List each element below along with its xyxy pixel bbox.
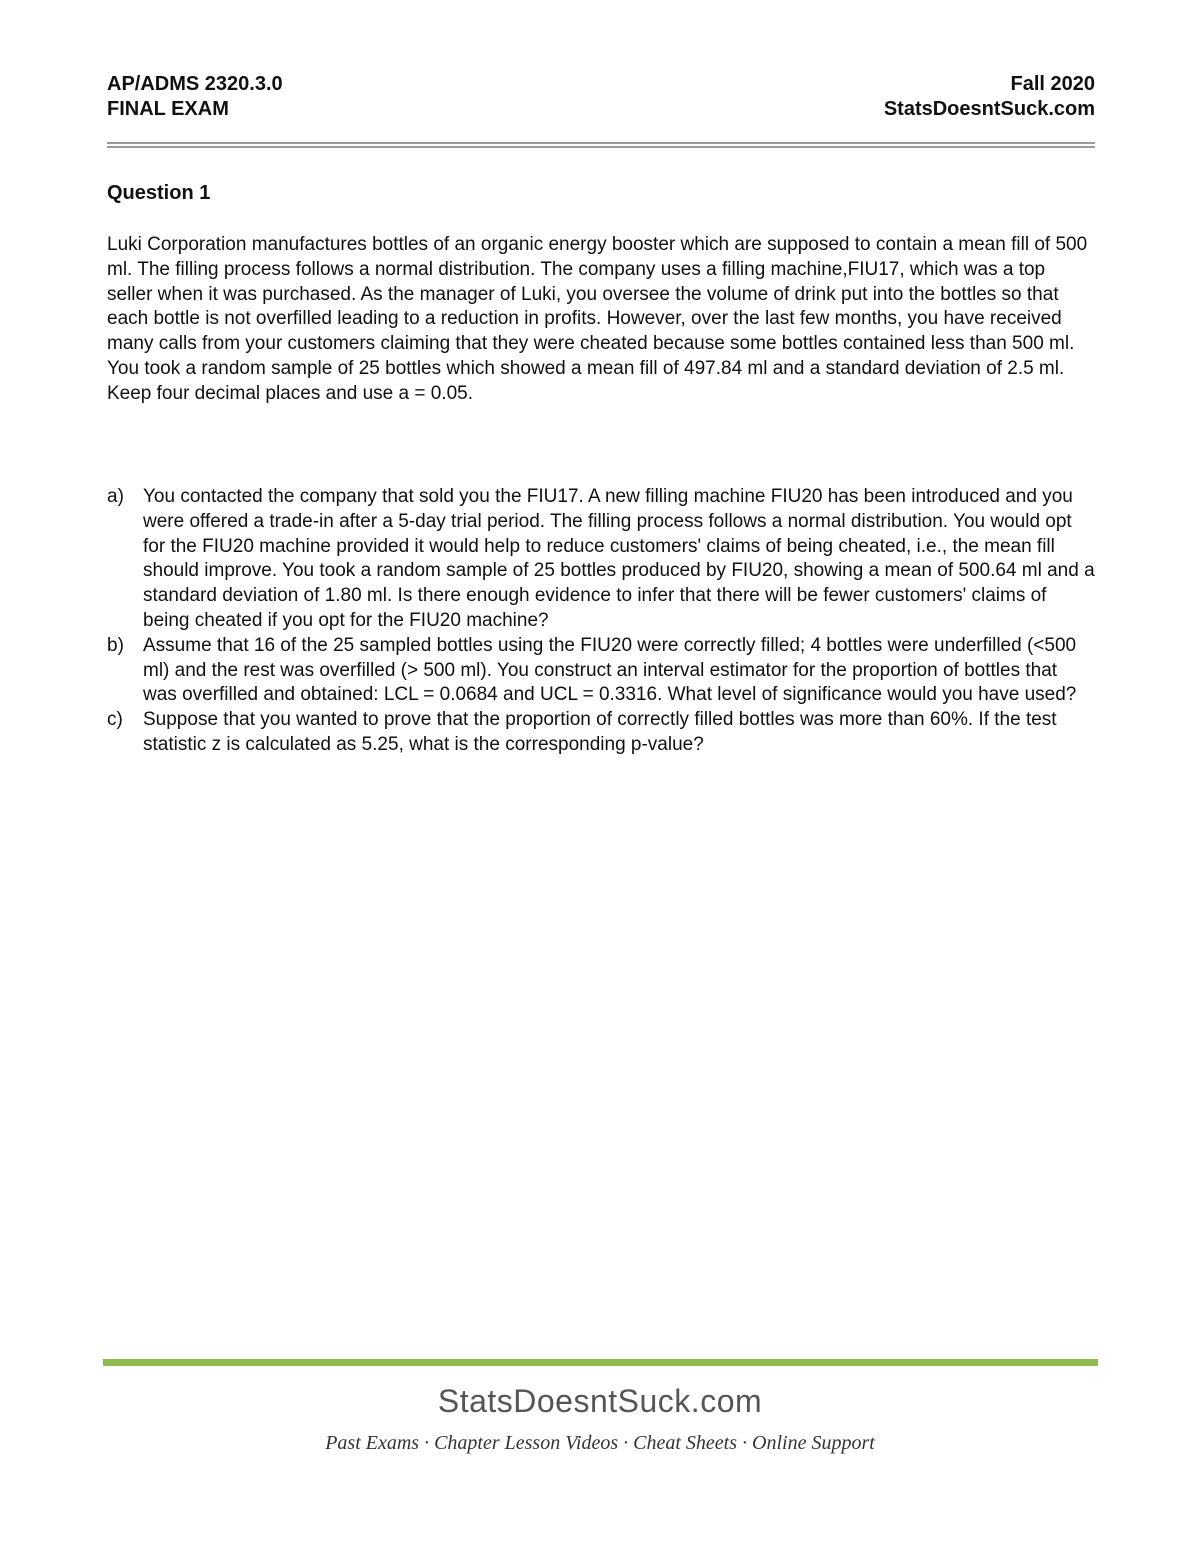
footer-tagline: Past Exams · Chapter Lesson Videos · Cheat Sheets · Online Support	[325, 1432, 875, 1454]
part-marker: b)	[107, 634, 124, 656]
question-title: Question 1	[107, 182, 211, 204]
question-part-c	[107, 708, 1095, 758]
part-text: Assume that 16 of the 25 sampled bottles using the FIU20 were correctly filled; 4 bottles were underfilled (<500 ml) and the rest was overfilled (> 500 ml). You construct an interval estimator for the proportion of bottles that was overfilled and obtained: LCL = 0.0684 and UCL = 0.3316. What level of significance would you have used?	[143, 634, 1077, 706]
question-part-a	[107, 485, 1095, 634]
term: Fall 2020	[1010, 73, 1095, 95]
question-parts	[107, 485, 1095, 758]
question-part-b	[107, 634, 1095, 708]
footer-brand: StatsDoesntSuck.com	[437, 1383, 763, 1419]
part-text: Suppose that you wanted to prove that the proportion of correctly filled bottles was more than 60%. If the test statistic z is calculated as 5.25, what is the corresponding p-value?	[143, 709, 1057, 755]
header-divider	[107, 142, 1095, 148]
exam-title: FINAL EXAM	[107, 98, 229, 120]
question-intro: Luki Corporation manufactures bottles of an organic energy booster which are supposed to contain a mean fill of 500 ml. The filling process follows a normal distribution. The company uses a filling machine,FIU17, which was a top seller when it was purchased. As the manager of Luki, you oversee the volume of drink put into the bottles so that each bottle is not overfilled leading to a reduction in profits. However, over the last few months, you have received many calls from your customers claiming that they were cheated because some bottles contained less than 500 ml. You took a random sample of 25 bottles which showed a mean fill of 497.84 ml and a standard deviation of 2.5 ml. Keep four decimal places and use a = 0.05.	[107, 234, 1088, 404]
course-code: AP/ADMS 2320.3.0	[107, 73, 283, 95]
part-marker: a)	[107, 486, 124, 507]
header-row-top	[107, 72, 1095, 97]
header-row-bottom	[107, 97, 1095, 122]
part-text: You contacted the company that sold you the FIU17. A new filling machine FIU20 has been introduced and you were offered a trade-in after a 5-day trial period. The filling process follows a normal distribution. You would opt for the FIU20 machine provided it would help to reduce customers' claims of being cheated, i.e., the mean fill should improve. You took a random sample of 25 bottles produced by FIU20, showing a mean of 500.64 ml and a standard deviation of 1.80 ml. Is there enough evidence to infer that there will be fewer customers' claims of being cheated if you opt for the FIU20 machine?	[143, 486, 1095, 631]
header-website: StatsDoesntSuck.com	[883, 98, 1095, 120]
part-marker: c)	[107, 709, 123, 731]
page-header	[107, 72, 1095, 122]
footer-accent-bar	[103, 1359, 1098, 1366]
